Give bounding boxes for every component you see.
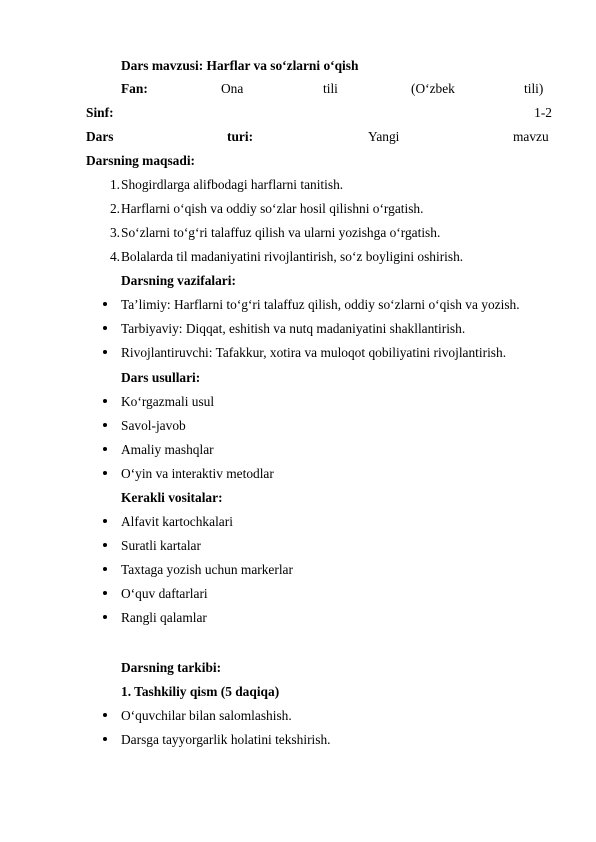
tarkib-subheading: 1. Tashkiliy qism (5 daqiqa) — [121, 684, 280, 699]
fan-word-1: Ona — [221, 81, 244, 96]
bullet-icon — [103, 610, 109, 616]
list-number: 3. — [109, 225, 120, 240]
list-item: O‘yin va interaktiv metodlar — [121, 466, 274, 481]
vositalar-heading: Kerakli vositalar: — [121, 490, 223, 505]
list-item: Darsga tayyorgarlik holatini tekshirish. — [121, 732, 331, 747]
bullet-icon — [103, 345, 109, 351]
bullet-icon — [103, 418, 109, 424]
bullet-icon — [103, 466, 109, 472]
bullet-icon — [103, 538, 109, 544]
list-item: Suratli kartalar — [121, 538, 201, 553]
list-item: So‘zlarni to‘g‘ri talaffuz qilish va ularni yozishga o‘rgatish. — [121, 225, 441, 240]
bullet-icon — [103, 562, 109, 568]
bullet-icon — [103, 321, 109, 327]
list-number: 4. — [109, 249, 120, 264]
bullet-icon — [103, 442, 109, 448]
list-number: 1. — [109, 177, 120, 192]
tarkib-heading: Darsning tarkibi: — [121, 660, 222, 675]
list-item: Ta’limiy: Harflarni to‘g‘ri talaffuz qilish, oddiy so‘zlarni o‘qish va yozish. — [121, 297, 520, 312]
list-item: Shogirdlarga alifbodagi harflarni tanitish. — [121, 177, 344, 192]
fan-label: Fan: — [121, 81, 148, 96]
fan-word-2: tili — [323, 81, 338, 96]
list-item: Ko‘rgazmali usul — [121, 394, 215, 409]
list-item: Tarbiyaviy: Diqqat, eshitish va nutq madaniyatini shakllantirish. — [121, 321, 466, 336]
maqsad-heading: Darsning maqsadi: — [86, 153, 196, 168]
list-item: Amaliy mashqlar — [121, 442, 214, 457]
vazifalar-heading: Darsning vazifalari: — [121, 273, 236, 288]
bullet-icon — [103, 394, 109, 400]
list-item: Taxtaga yozish uchun markerlar — [121, 562, 293, 577]
fan-word-4: tili) — [524, 81, 544, 96]
dars-word-1: Dars — [86, 129, 114, 144]
list-item: Rangli qalamlar — [121, 610, 207, 625]
dars-word-4: mavzu — [513, 129, 549, 144]
sinf-row — [86, 105, 552, 121]
list-number: 2. — [109, 201, 120, 216]
list-item: Harflarni o‘qish va oddiy so‘zlar hosil qilishni o‘rgatish. — [121, 201, 424, 216]
bullet-icon — [103, 514, 109, 520]
dars-word-2: turi: — [227, 129, 254, 144]
list-item: Alfavit kartochkalari — [121, 514, 233, 529]
bullet-icon — [103, 586, 109, 592]
bullet-icon — [103, 297, 109, 303]
usullar-heading: Dars usullari: — [121, 370, 201, 385]
list-item: O‘quvchilar bilan salomlashish. — [121, 708, 292, 723]
sinf-label: Sinf: — [86, 105, 114, 120]
list-item: Rivojlantiruvchi: Tafakkur, xotira va muloqot qobiliyatini rivojlantirish. — [121, 345, 507, 360]
fan-word-3: (O‘zbek — [411, 81, 455, 96]
lesson-topic: Dars mavzusi: Harflar va so‘zlarni o‘qish — [121, 58, 359, 73]
list-item: Bolalarda til madaniyatini rivojlantirish, so‘z boyligini oshirish. — [121, 249, 464, 264]
bullet-icon — [103, 732, 109, 738]
sinf-value: 1-2 — [534, 105, 552, 120]
list-item: Savol-javob — [121, 418, 186, 433]
dars-word-3: Yangi — [368, 129, 400, 144]
list-item: O‘quv daftarlari — [121, 586, 208, 601]
bullet-icon — [103, 708, 109, 714]
